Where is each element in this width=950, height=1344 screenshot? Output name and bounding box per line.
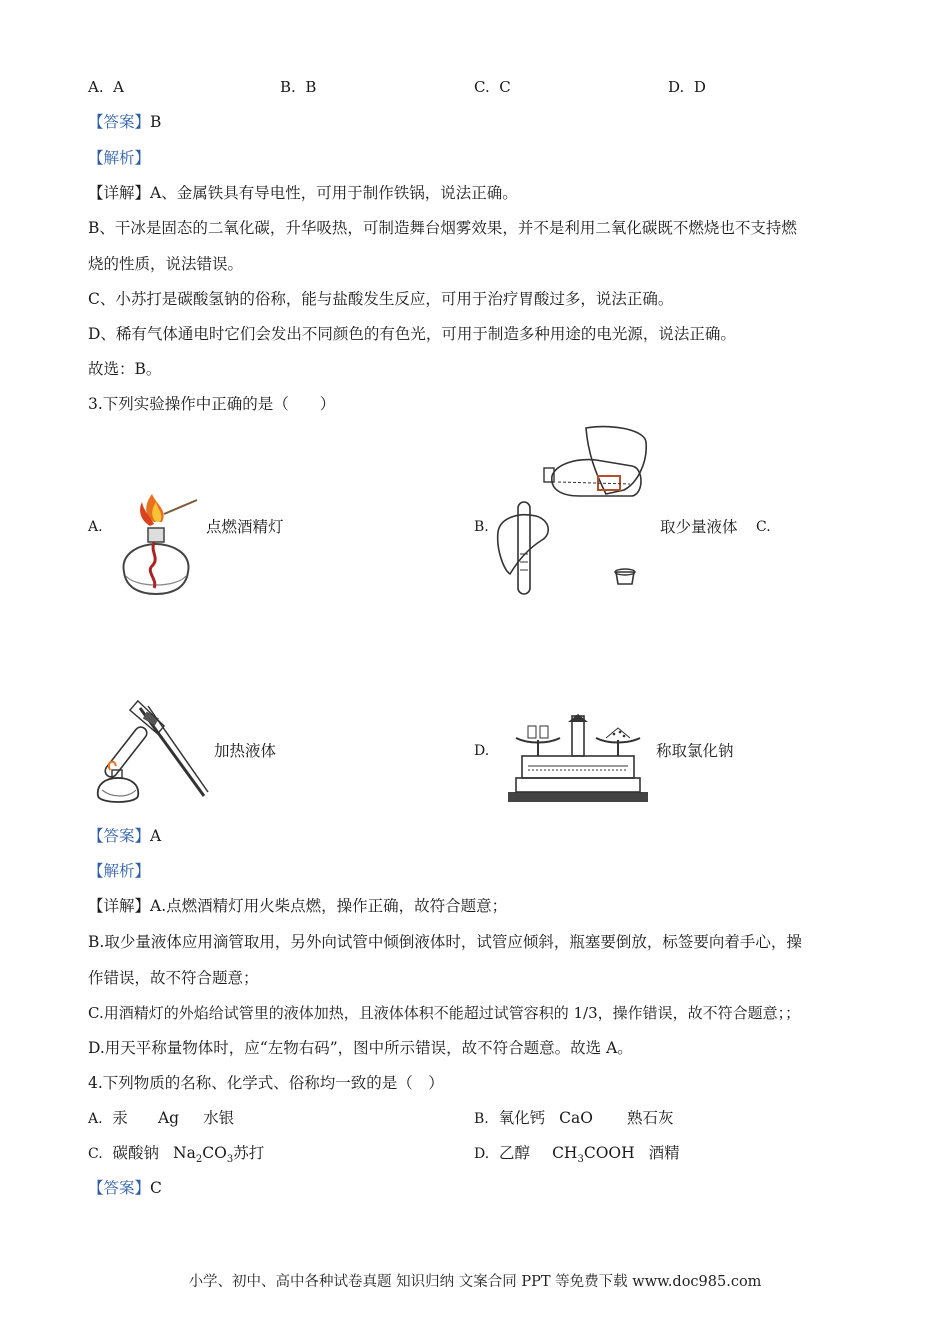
q2-detail-b2: 烧的性质，说法错误。 <box>88 255 244 273</box>
q2-detail-b1: B、干冰是固态的二氧化碳，升华吸热，可制造舞台烟雾效果，并不是利用二氧化碳既不燃烧也不支持燃 <box>88 219 797 237</box>
q4-option-c: C. 碳酸钠 $Na_2CO_3$苏打 <box>88 1144 265 1166</box>
q4-option-b: B. 氧化钙 CaO 熟石灰 <box>474 1109 674 1127</box>
q3-option-a-letter: A. <box>88 519 103 535</box>
q2-option-b: B. B <box>280 78 317 96</box>
q3-detail-a: 【详解】A.点燃酒精灯用火柴点燃，操作正确，故符合题意； <box>88 897 508 915</box>
q3-option-d-letter: D. <box>474 743 490 759</box>
q3-option-b-label: 取少量液体 <box>660 518 738 536</box>
q2-option-d: D. D <box>668 78 706 96</box>
q3-option-a-label: 点燃酒精灯 <box>206 518 284 536</box>
q4-option-a: A. 汞 Ag 水银 <box>88 1109 235 1127</box>
balance-scale-figure <box>508 712 648 804</box>
q3-analysis-tag: 【解析】 <box>88 862 151 880</box>
q2-detail-c: C、小苏打是碳酸氢钠的俗称，能与盐酸发生反应，可用于治疗胃酸过多，说法正确。 <box>88 290 674 308</box>
q2-option-a: A. A <box>88 78 124 96</box>
q4-option-d: D. 乙醇 $CH_3COOH$ 酒精 <box>474 1144 680 1166</box>
q3-detail-b1: B.取少量液体应用滴管取用，另外向试管中倾倒液体时，试管应倾斜，瓶塞要倒放，标签要向着手心，操 <box>88 933 802 951</box>
q3-detail-d: D.用天平称量物体时，应“左物右码”，图中所示错误，故不符合题意。故选 A。 <box>88 1039 633 1057</box>
q2-answer: 【答案】B <box>88 113 162 131</box>
q2-conclusion: 故选：B。 <box>88 360 162 378</box>
q3-option-c-label: 加热液体 <box>214 742 277 760</box>
q3-question: 3.下列实验操作中正确的是（ ） <box>88 395 336 413</box>
page-footer: 小学、初中、高中各种试卷真题 知识归纳 文案合同 PPT 等免费下载 www.doc985.com <box>188 1274 762 1290</box>
q4-question: 4.下列物质的名称、化学式、俗称均一致的是（ ） <box>88 1074 444 1092</box>
q3-detail-c: C.用酒精灯的外焰给试管里的液体加热，且液体体积不能超过试管容积的 1/3，操作错误，故不符合题意；； <box>88 1004 801 1022</box>
q3-option-b-letter: B. <box>474 519 489 535</box>
q2-option-c: C. C <box>474 78 511 96</box>
q4-answer: 【答案】C <box>88 1179 162 1197</box>
lit-alcohol-lamp-figure <box>112 492 202 604</box>
q2-detail-a: 【详解】A、金属铁具有导电性，可用于制作铁锅，说法正确。 <box>88 184 518 202</box>
q3-detail-b2: 作错误，故不符合题意； <box>88 969 259 987</box>
q3-answer: 【答案】A <box>88 827 162 845</box>
heating-liquid-figure <box>92 700 212 806</box>
q3-option-d-label: 称取氯化钠 <box>656 742 734 760</box>
q2-analysis-tag: 【解析】 <box>88 149 151 167</box>
pouring-liquid-figure <box>496 424 656 599</box>
q3-option-c-letter: C. <box>756 519 771 535</box>
q2-detail-d: D、稀有气体通电时它们会发出不同颜色的有色光，可用于制造多种用途的电光源，说法正确。 <box>88 325 736 343</box>
